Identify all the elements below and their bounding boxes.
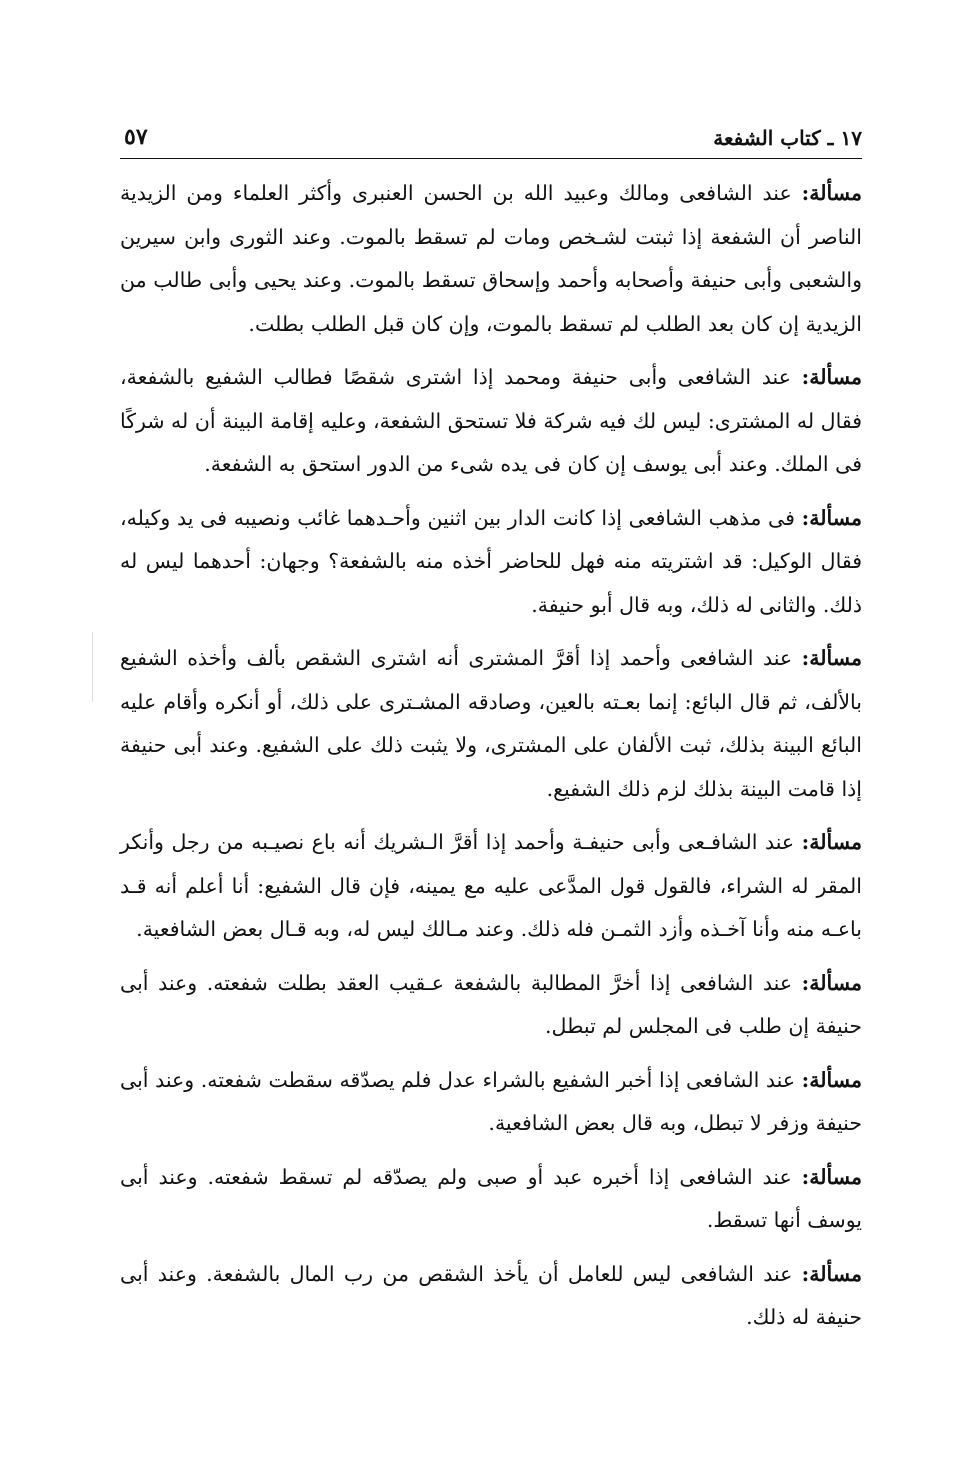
issue-paragraph	[120, 637, 862, 811]
issue-paragraph	[120, 356, 862, 487]
issue-text: عند الشافعى ليس للعامل أن يأخذ الشقص من رب المال بالشفعة. وعند أبى حنيفة له ذلك.	[120, 1261, 862, 1329]
chapter-title: ١٧ ـ كتاب الشفعة	[713, 126, 862, 150]
issue-text: عند الشافعى إذا أخرَّ المطالبة بالشفعة عـقيب العقد بطلت شفعته. وعند أبى حنيفة إن طلب فى المجلس لم تبطل.	[120, 970, 862, 1038]
issue-label: مسألة:	[801, 1067, 862, 1092]
issue-text: فى مذهب الشافعى إذا كانت الدار بين اثنين وأحـدهما غائب ونصيبه فى يد وكيله، فقال الوكيل: قد اشتريته منه فهل للحاضر أخذه منه بالشفعة؟ وجهان: أحدهما ليس له ذلك. والثانى له ذلك، وبه قال أبو حنيفة.	[120, 505, 862, 617]
issue-paragraph	[120, 172, 862, 346]
issue-paragraph	[120, 1253, 862, 1340]
issue-label: مسألة:	[801, 181, 862, 205]
issue-label: مسألة:	[801, 970, 862, 995]
issue-paragraph	[120, 497, 862, 628]
page-number: ٥٧	[124, 124, 148, 150]
issue-label: مسألة:	[801, 646, 862, 670]
issue-text: عند الشافعى إذا أخبر الشفيع بالشراء عدل فلم يصدّقه سقطت شفعته. وعند أبى حنيفة وزفر لا تبطل، وبه قال بعض الشافعية.	[120, 1067, 862, 1135]
issue-label: مسألة:	[801, 1261, 862, 1286]
issue-text: عند الشافعى وأحمد إذا أقرَّ المشترى أنه اشترى الشقص بألف وأخذه الشفيع بالألف، ثم قال البائع: إنما بعـته بالعين، وصادقه المشـترى على ذلك، أو أنكره وأقام عليه البائع البينة بذلك، ثبت الألفان على المشترى، ولا يثبت ذلك على الشفيع. وعند أبى حنيفة إذا قامت البينة بذلك لزم ذلك الشفيع.	[120, 646, 862, 801]
issue-paragraph	[120, 821, 862, 952]
issue-label: مسألة:	[801, 505, 862, 530]
issue-text: عند الشافعى وأبى حنيفة ومحمد إذا اشترى شقصًا فطالب الشفيع بالشفعة، فقال له المشترى: ليس لك فيه شركة فلا تستحق الشفعة، وعليه إقامة البينة أن له شركًا فى الملك. وعند أبى يوسف إن كان فى يده شىء من الدور استحق به الشفعة.	[120, 365, 862, 476]
issue-text: عند الشافعى إذا أخبره عبد أو صبى ولم يصدّقه لم تسقط شفعته. وعند أبى يوسف أنها تسقط.	[120, 1164, 862, 1232]
issue-paragraph	[120, 1156, 862, 1243]
issue-paragraph	[120, 962, 862, 1049]
issue-text: عند الشافعى ومالك وعبيد الله بن الحسن العنبرى وأكثر العلماء ومن الزيدية الناصر أن الشفعة إذا ثبتت لشـخص ومات لم تسقط بالموت. وعند الثورى وابن سيرين والشعبى وأبى حنيفة وأصحابه وأحمد وإسحاق تسقط بالموت. وعند يحيى وأبى طالب من الزيدية إن كان بعد الطلب لم تسقط بالموت، وإن كان قبل الطلب بطلت.	[120, 181, 862, 336]
page-body	[120, 172, 862, 1350]
margin-mark	[92, 632, 93, 702]
issue-text: عند الشافـعى وأبى حنيفـة وأحمد إذا أقرَّ الـشريك أنه باع نصيـبه من رجل وأنكر المقر له الشراء، فالقول قول المدَّعى عليه مع يمينه، فإن قال الشفيع: أنا أعلم أنه قـد باعـه منه وأنا آخـذه وأزد الثمـن فله ذلك. وعند مـالك ليس له، وبه قـال بعض الشافعية.	[120, 830, 862, 941]
page-header	[120, 124, 862, 159]
issue-label: مسألة:	[801, 1164, 862, 1189]
issue-label: مسألة:	[801, 830, 862, 854]
issue-paragraph	[120, 1059, 862, 1146]
issue-label: مسألة:	[801, 365, 862, 389]
